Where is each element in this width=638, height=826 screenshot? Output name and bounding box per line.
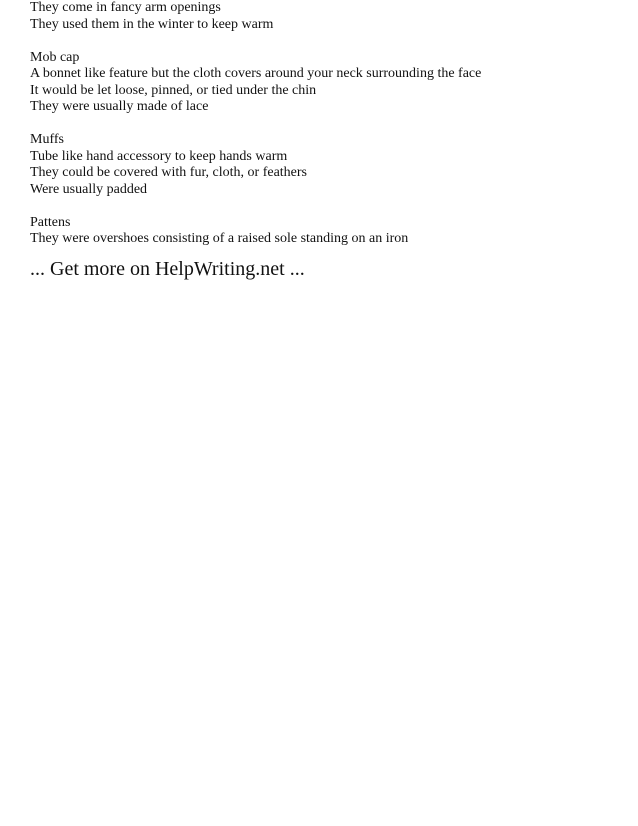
section-line: They were overshoes consisting of a raised sole standing on an iron [30,231,409,246]
intro-line: They come in fancy arm openings [30,0,221,15]
section-line: They were usually made of lace [30,99,209,114]
intro-line: They used them in the winter to keep warm [30,16,274,32]
paragraph-gap [30,33,620,50]
section-heading-muffs: Muffs [30,132,64,147]
document-page [30,0,620,281]
section-heading-pattens: Pattens [30,214,71,230]
section-line: Tube like hand accessory to keep hands warm [30,148,288,164]
paragraph-gap [30,198,620,215]
section-heading-mob-cap: Mob cap [30,49,80,65]
section-line: Were usually padded [30,181,148,197]
section-line: It would be let loose, pinned, or tied under the chin [30,82,317,98]
get-more-link[interactable]: ... Get more on HelpWriting.net ... [30,257,305,280]
paragraph-gap [30,116,620,133]
section-line: They could be covered with fur, cloth, or feathers [30,165,307,180]
section-line: A bonnet like feature but the cloth covers around your neck surrounding the face [30,66,482,81]
